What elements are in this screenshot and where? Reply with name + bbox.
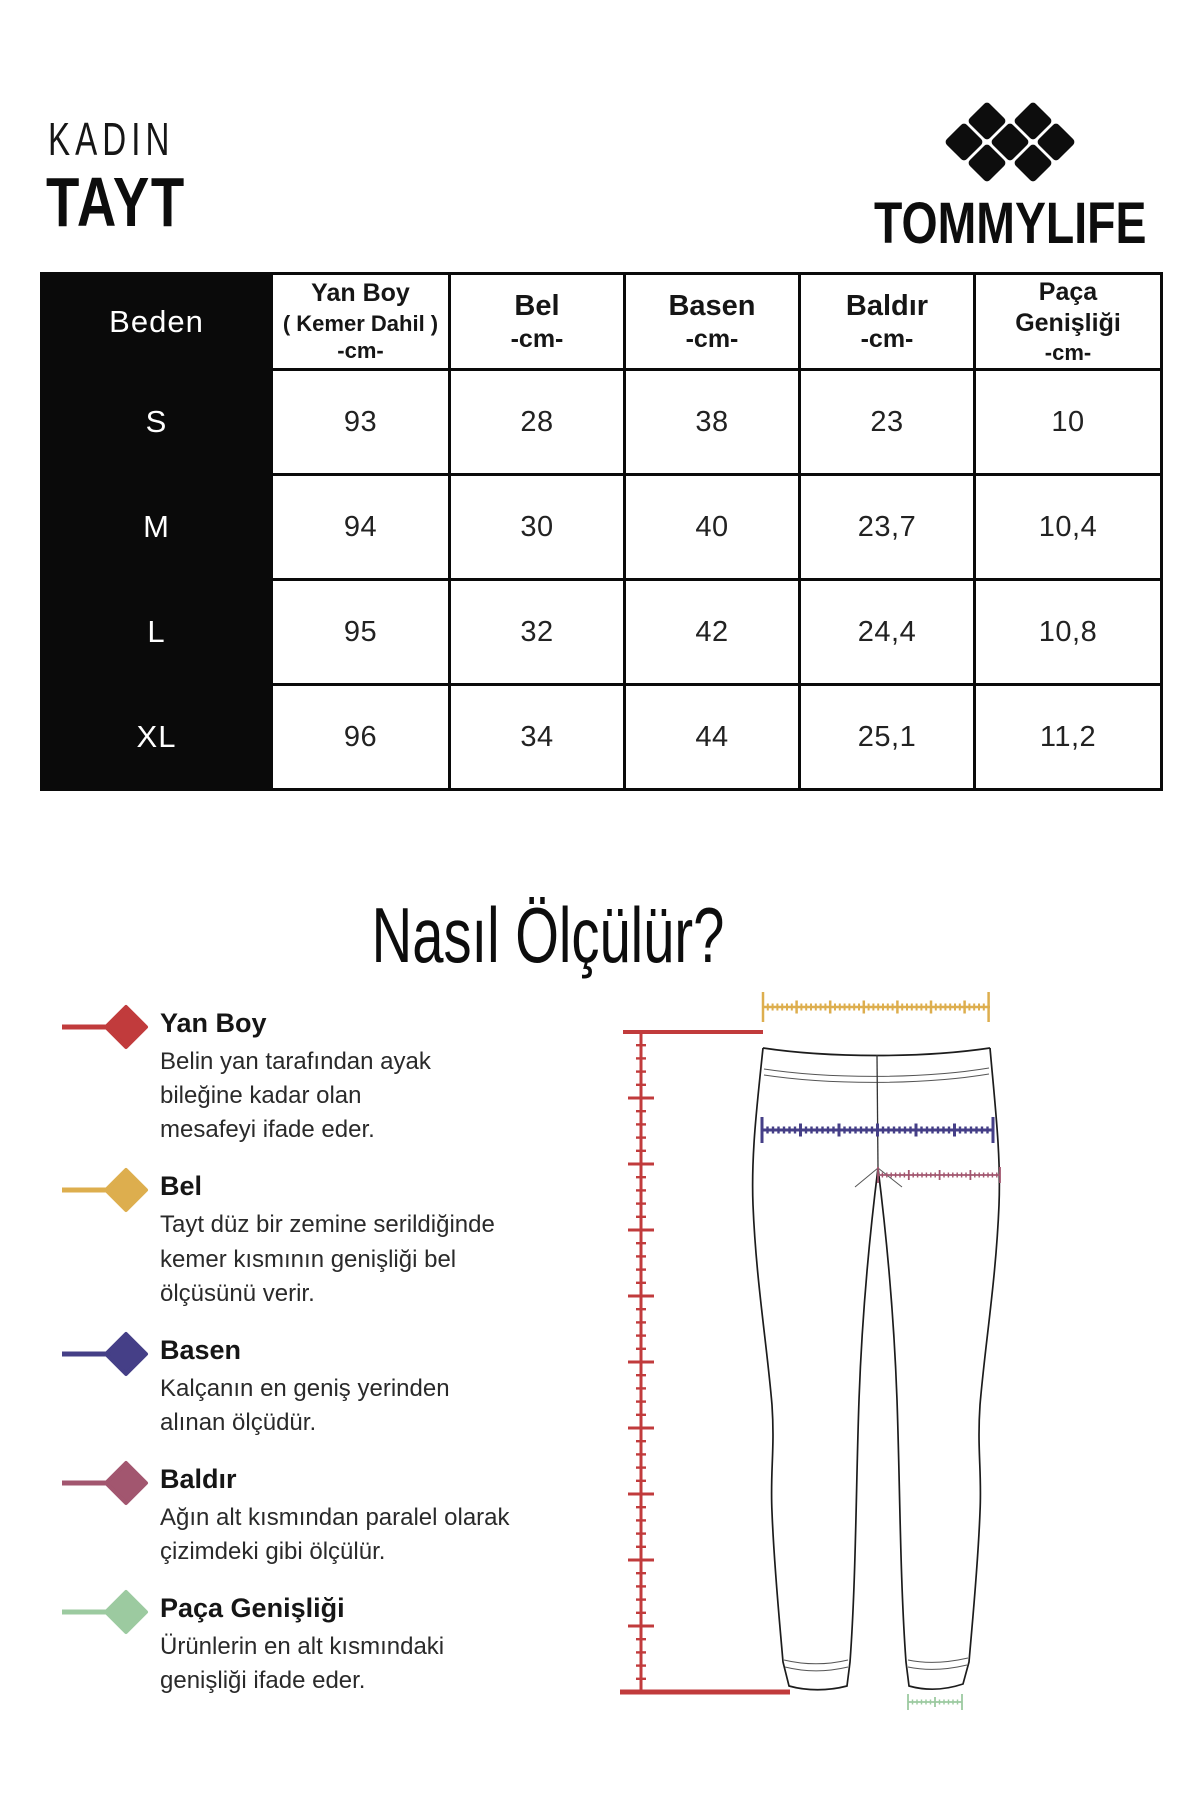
value-cell: 10 [975,370,1162,475]
legend-item-description: Tayt düz bir zemine serildiğinde kemer kısmının genişliği bel ölçüsünü verir. [160,1211,495,1307]
paca-genisligi-diamond-icon [60,1589,160,1698]
value-cell: 32 [450,580,625,685]
basen-diamond-icon [60,1331,160,1440]
legend-item-description: Belin yan tarafından ayak bileğine kadar olan mesafeyi ifade eder. [160,1048,431,1144]
leggings-seams [764,1055,989,1671]
legend-item-title: Paça Genişliği [160,1593,345,1624]
legend-item-title: Bel [160,1171,203,1202]
yan-boy-diamond-icon [60,1004,160,1147]
value-cell: 40 [625,475,800,580]
size-cell: M [42,475,272,580]
leggings-outline [753,1048,1000,1690]
measure-legend [60,1006,540,1720]
legend-item-description: Kalçanın en geniş yerinden alınan ölçüdür. [160,1374,450,1436]
legend-item-yan-boy [60,1006,540,1147]
size-table [40,272,1163,791]
header-line: ( Kemer Dahil ) [282,310,439,336]
table-row [42,475,1162,580]
header-line: -cm- [685,325,739,353]
leggings-diagram [560,980,1040,1725]
table-row [42,580,1162,685]
legend-item-description: Ağın alt kısmından paralel olarak çizimdeki gibi ölçülür. [160,1504,510,1566]
value-cell: 94 [272,475,450,580]
column-header-basen [625,274,800,370]
legend-item-title: Baldır [160,1463,237,1494]
column-header-yan-boy [272,274,450,370]
header-line: Basen [668,289,756,322]
header-line: -cm- [337,338,384,364]
value-cell: 23,7 [800,475,975,580]
baldir-ruler [878,1167,1000,1183]
legend-item-title: Yan Boy [160,1008,267,1038]
paca-genisligi-ruler [908,1694,962,1710]
legend-item-bel [60,1169,540,1310]
header-line: Bel [514,289,560,322]
header-line: Genişliği [1015,308,1121,337]
header-line: -cm- [860,325,914,353]
brand-diamonds-icon [943,100,1077,184]
value-cell: 28 [450,370,625,475]
value-cell: 23 [800,370,975,475]
baldir-diamond-icon [60,1460,160,1569]
header-line: -cm- [1044,340,1092,365]
value-cell: 96 [272,685,450,790]
size-cell: XL [42,685,272,790]
bel-ruler [763,992,990,1022]
value-cell: 10,8 [975,580,1162,685]
size-cell: L [42,580,272,685]
value-cell: 24,4 [800,580,975,685]
yan-boy-ruler [628,1032,654,1692]
legend-item-title: Basen [160,1334,242,1365]
value-cell: 10,4 [975,475,1162,580]
header-line: Yan Boy [311,279,410,308]
legend-item-paca-genisligi [60,1591,540,1698]
value-cell: 11,2 [975,685,1162,790]
value-cell: 25,1 [800,685,975,790]
category-label: KADIN [48,113,175,165]
how-to-measure-title: Nasıl Ölçülür? [371,891,725,979]
brand-logo [810,100,1200,257]
table-row [42,685,1162,790]
product-title: TAYT [46,163,186,241]
value-cell: 93 [272,370,450,475]
legend-item-description: Ürünlerin en alt kısmındaki genişliği ifade eder. [160,1633,445,1695]
size-cell: S [42,370,272,475]
header-line: Paça [1038,277,1098,306]
column-header-baldir [800,274,975,370]
value-cell: 30 [450,475,625,580]
table-header-row [42,274,1162,370]
header-line: -cm- [510,325,564,353]
value-cell: 42 [625,580,800,685]
legend-item-baldir [60,1462,540,1569]
legend-item-basen [60,1333,540,1440]
column-header-paca-genisligi [975,274,1162,370]
column-header-beden: Beden [42,274,272,370]
table-row [42,370,1162,475]
value-cell: 34 [450,685,625,790]
bel-diamond-icon [60,1167,160,1310]
header-line: Baldır [845,289,929,322]
column-header-bel [450,274,625,370]
value-cell: 44 [625,685,800,790]
brand-name: TOMMYLIFE [873,191,1147,256]
value-cell: 95 [272,580,450,685]
value-cell: 38 [625,370,800,475]
